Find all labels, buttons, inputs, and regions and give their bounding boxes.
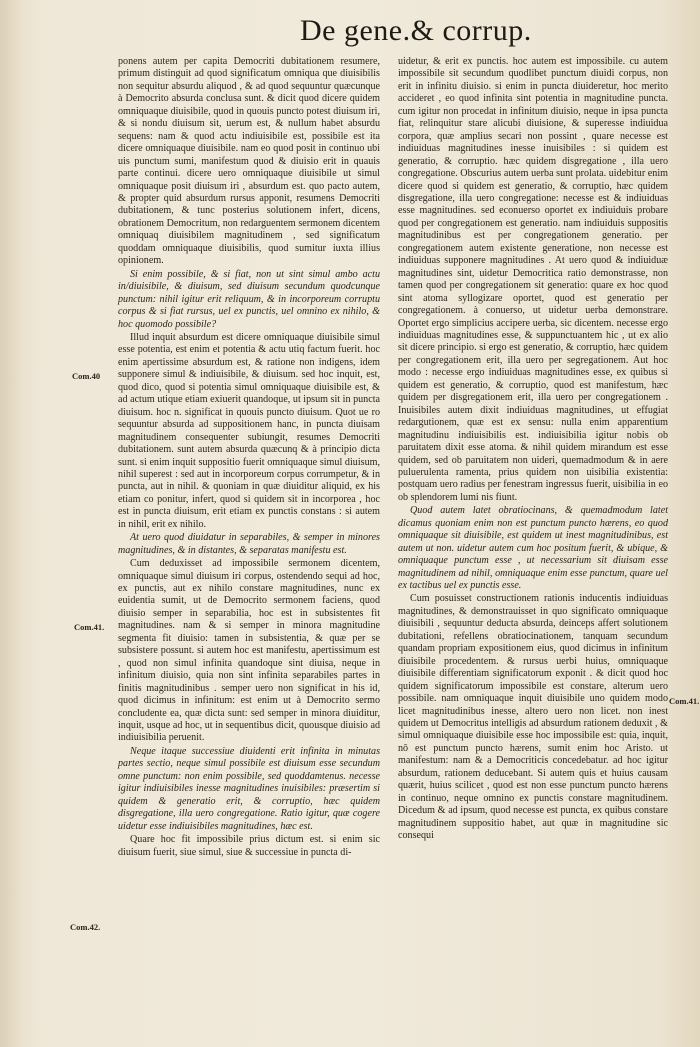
- right-paragraph-1: uidetur, & erit ex punctis. hoc autem est impossibile. cu autem impossibile sit secundum quodlibet punctum diuidi corpus, non erit in infinitu diuisio. si enim in puncta diuideretur, hoc merito accideret , eo quod infinita sint potentia in magnitudine puncta. cum igitur non procedat in infinitum diuisio, neque in ipsa puncta fiat, relinquitur stare alicubi diuisione, & superesse indiuidua corpora, quæ amplius secari non possint , quare necesse est indiuiduas magnitudines inesse inuisibiles : si quidem est generatio, & corruptio. hæc quidem disgregatione , illa uero congregatione. Obscurius autem uerba sunt prolata. uidebitur enim dicere quod si quidem est generatio, & corruptio, hæc quidem disgregatione, illa uero congregatione: necesse est & indiuiduas esse magnitudines. sed econuerso oportet ex indiuiduis probare quod per congregationem est generatio. nam indiuiduis suppositis magnitudinibus est per congregationem generatio. per congregationem autem existente generatione, non necesse est indiuiduas supponere magnitudines . At uero quod & indiuiduæ magnitudines sint, uidetur Democritica ratio demonstrasse, non tamen quod per congregationem sit generatio: quare ex hoc quod sint atoma syllogizare oportet, quod est generatio per congregationem. à conuerso, ut uidetur uerba demonstrare. Oportet ergo simplicius accipere uerba, sic dicentem. necesse ergo indiuiduas magnitudines esse, & suppunctuantem hic , ut ex alio sit dicere principio. si ergo est generatio, & corruptio, hæc quidem per congregationem erit, illa uero per segregationem. Aut hoc modo : necesse ergo indiuiduas magnitudines esse, ex quibus si quidem est generatio, & corruptio, quod est manifestum, hæc quidem per disgregationem erit, illa uero per congregationem . Inuisibiles autem dixit indiuiduas magnitudines, ut effugiat redargutionem, quæ est ex sensu: nulla enim apparentium magnitudinu indiuisibilis est. indiuisibilia igitur nobis ob paruitatem dixit esse atoma. & nihil quidem mirandum est esse quidem, sed ob paruitatem non uideri, quemadmodum & in aere puluerulenta ramenta, prius quidem non uisibilia existentia: postquam uero radius per fenestram ingressus fuerit, uisibilia in eo ob splendorem lumi nis fiunt.: [398, 56, 668, 503]
- left-paragraph-1: ponens autem per capita Democriti dubitationem resumere, primum distinguit ad quod significatum omniqua que diuisibilis non sequitur absurdu aliquod , & ad quod sequuntur quæcunque à Democrito absurda conclusa sunt. & dicit quod dicere quidem omniquaque diuisibile, quod in quouis puncto potest diuisum iri, & si nondu diuisum sit, uerum est, & nullum habet absurdu sequens: nam & quod actu indiuisibile est, possibile est ita dicere omniquaque diuisibile. nam eo quod posit in continuo ubi uis punctum sumi, manifestum quod & diuisio erit in quauis parte continui. dicere uero omniquaque diuisibile ut simul omniquaque posit diuisum iri , absurdum est. quo pacto autem, & propter quid absurdum rursus apponit, resumens Democriti dubitationem, & tunc posterius solutionem infert, dicens, obrationem Democritum, non redarguentem sermonem dicentem omniquaq diuisibilem magnitudinem , sed significatum quoddam omniquaque diuisibilis, quod sumitur iuxta illius opinionem.: [118, 56, 380, 267]
- margin-note-com-41: Com.41.: [74, 622, 105, 632]
- margin-note-com-40: Com.40: [72, 371, 101, 381]
- left-paragraph-4: Quare hoc fit impossibile prius dictum est. si enim sic diuisum fuerit, siue simul, siue & successiue in puncta di-: [118, 834, 380, 858]
- left-lemma-3: Neque itaque successiue diuidenti erit infinita in minutas partes sectio, neque simul possibile est diuisum esse secundum omne punctum: non enim possibile, sed quoddamtenus. necesse igitur indiuisibiles inesse magnitudines inuisibiles: præsertim si quidem & generatio erit, & corruptio, hæc quidem disgregatione, illa uero congregatione. Ratio igitur, quæ cogere uidetur esse indiuisibiles magnitudines, hæc est.: [118, 745, 380, 832]
- left-lemma-2: At uero quod diuidatur in separabiles, & semper in minores magnitudines, & in distantes, & separatas manifestu est.: [118, 532, 380, 556]
- right-column: [398, 56, 668, 844]
- left-paragraph-2: Illud inquit absurdum est dicere omniquaque diuisibile simul esse potentia, est enim et potentia & actu utiq factum fuerit. hoc enim apertissime absurdum est, & ratione non indigens, idem supponere simul & indiuisibile, & diuisum. sed hoc inquit, est, quod dico, quod si potentia simul omniquaque diuisibile est, & ad actum utique etiam exiuerit quandoque, ut ipsum sit in puncta diuisum. hoc n. significat in quouis puncto diuisum. Quot ue ro sequuntur absurda ad suppositionem hanc, in puncta diuisam magnitudinem consequenter subiungit, resumes Democriti dubitationem. sunt autem absurda quæcunq & à principio dicta sunt. si enim inquit suppositio fuerit omniquaque simul diuisum, nihil superest : sed aut in incorporeum corpus corrumpetur, & in puncta, aut in nihil. & quoniam in quæ diuiditur aliquid, ex his etiam co ponitur, infert, quod si quidem sit in incorporea , hoc est in puncta diuisum, erit etiam ex punctis constans : si autem in nihil, erit ex nihilo.: [118, 331, 380, 530]
- margin-note-com-42: Com.42.: [70, 922, 101, 932]
- margin-note-com-41-right: Com.41.: [669, 696, 700, 706]
- right-paragraph-2: Cum posuisset constructionem rationis inducentis indiuiduas magnitudines, & demonstrauisset in quo significato omniquaque diuisibili , sequuntur deducta absurda, deinceps affert solutionem dubitationi, refellens obratiocinationem, tanquam secundum quandam propriam expositionem eius, quod dicimus in infinitum diuisibile procedentem. & rursus uerbi huius, omniquaque diuisibile differentiam significatorum exponit . & dicit quod hoc quidem significatorum impossibile est constare, alterum uero possibile. nam omniquaque inquit diuisibile uno quidem modo licet magnitudinibus inesse, altero uero non licet. non inest quidem ut Democritus intelligis ad absurdum rationem deduxit , & simul omniquaque diuisibile esse hoc impossibile est: quia, inquit, nō est punctum puncto hærens, sumit enim hoc Aristo. ut manifestum: nam & a Democriticis concedebatur. ad hoc igitur absurdum, rationem deducebant. Si autem quis et huius causam quærit, huius scilicet , quod est non esse punctum puncto hærens in continuo, neque omnino ex punctis constare magnitudinem. Dicedum & ad ipsum, quod necesse est puncta, ex quibus constare magnitudinem suppositio habet, aut quæ in magnitudine sic consequi: [398, 593, 668, 842]
- page-gutter-shadow: [0, 0, 24, 1047]
- left-paragraph-3: Cum deduxisset ad impossibile sermonem dicentem, omniquaque simul diuisum iri corpus, ostendendo sequi ad hoc, ex punctis, aut ex nihilo constare magnitudines, nunc ex euidentia sumit, ut de Democrito sermonem faciens, quod diuisio semper in separabilia, hoc est in subsistentes fit magnitudines. nam & si semper in minora magnitudine segmenta fit diuisio: tamen in subsistentia, & quæ per se subsistere possunt. si autem hoc est manifestu, apertissimum est , quod non simul infinita quandoque sint diuisa, neque in infinitum diuisio, quia non sint infinita separabiles partes in finitis magnitudinibus . semper uero non significat in his id, quod dicimus in infinitum: est enim ut à Democrito sermo concludente ea, quæ dicta sunt: sed semper in minora diuiditur, inquit, usque ad hoc, ut in sequentibus dicit, quousque diuisio ad indiuisibilia peruenit.: [118, 558, 380, 744]
- running-head: De gene.& corrup.: [300, 14, 532, 47]
- left-lemma-1: Si enim possibile, & si fiat, non ut sint simul ambo actu in/diuisibile, & diuisum, sed diuisum secundum quodcunque punctum: nihil igitur erit reliquum, & in incorporeum corruptu corpus & si fiat rursus, uel ex punctis, uel omnino ex nihilo, & hoc quomodo possibile?: [118, 268, 380, 330]
- right-lemma-1: Quod autem latet obratiocinans, & quemadmodum latet dicamus quoniam enim non est punctum puncto hærens, eo quod omniquaque sit diuisibile, est quidem ut inest magnitudinibus, est autem ut non. uidetur autem cum hoc positum fuerit, & ubique, & omniquaque punctum esse , ut necessarium sit diuisam esse magnitudinem ad nihil, omniquaque enim esse punctum, quare uel ex tactibus uel ex punctis esse.: [398, 505, 668, 592]
- left-column: [118, 56, 380, 860]
